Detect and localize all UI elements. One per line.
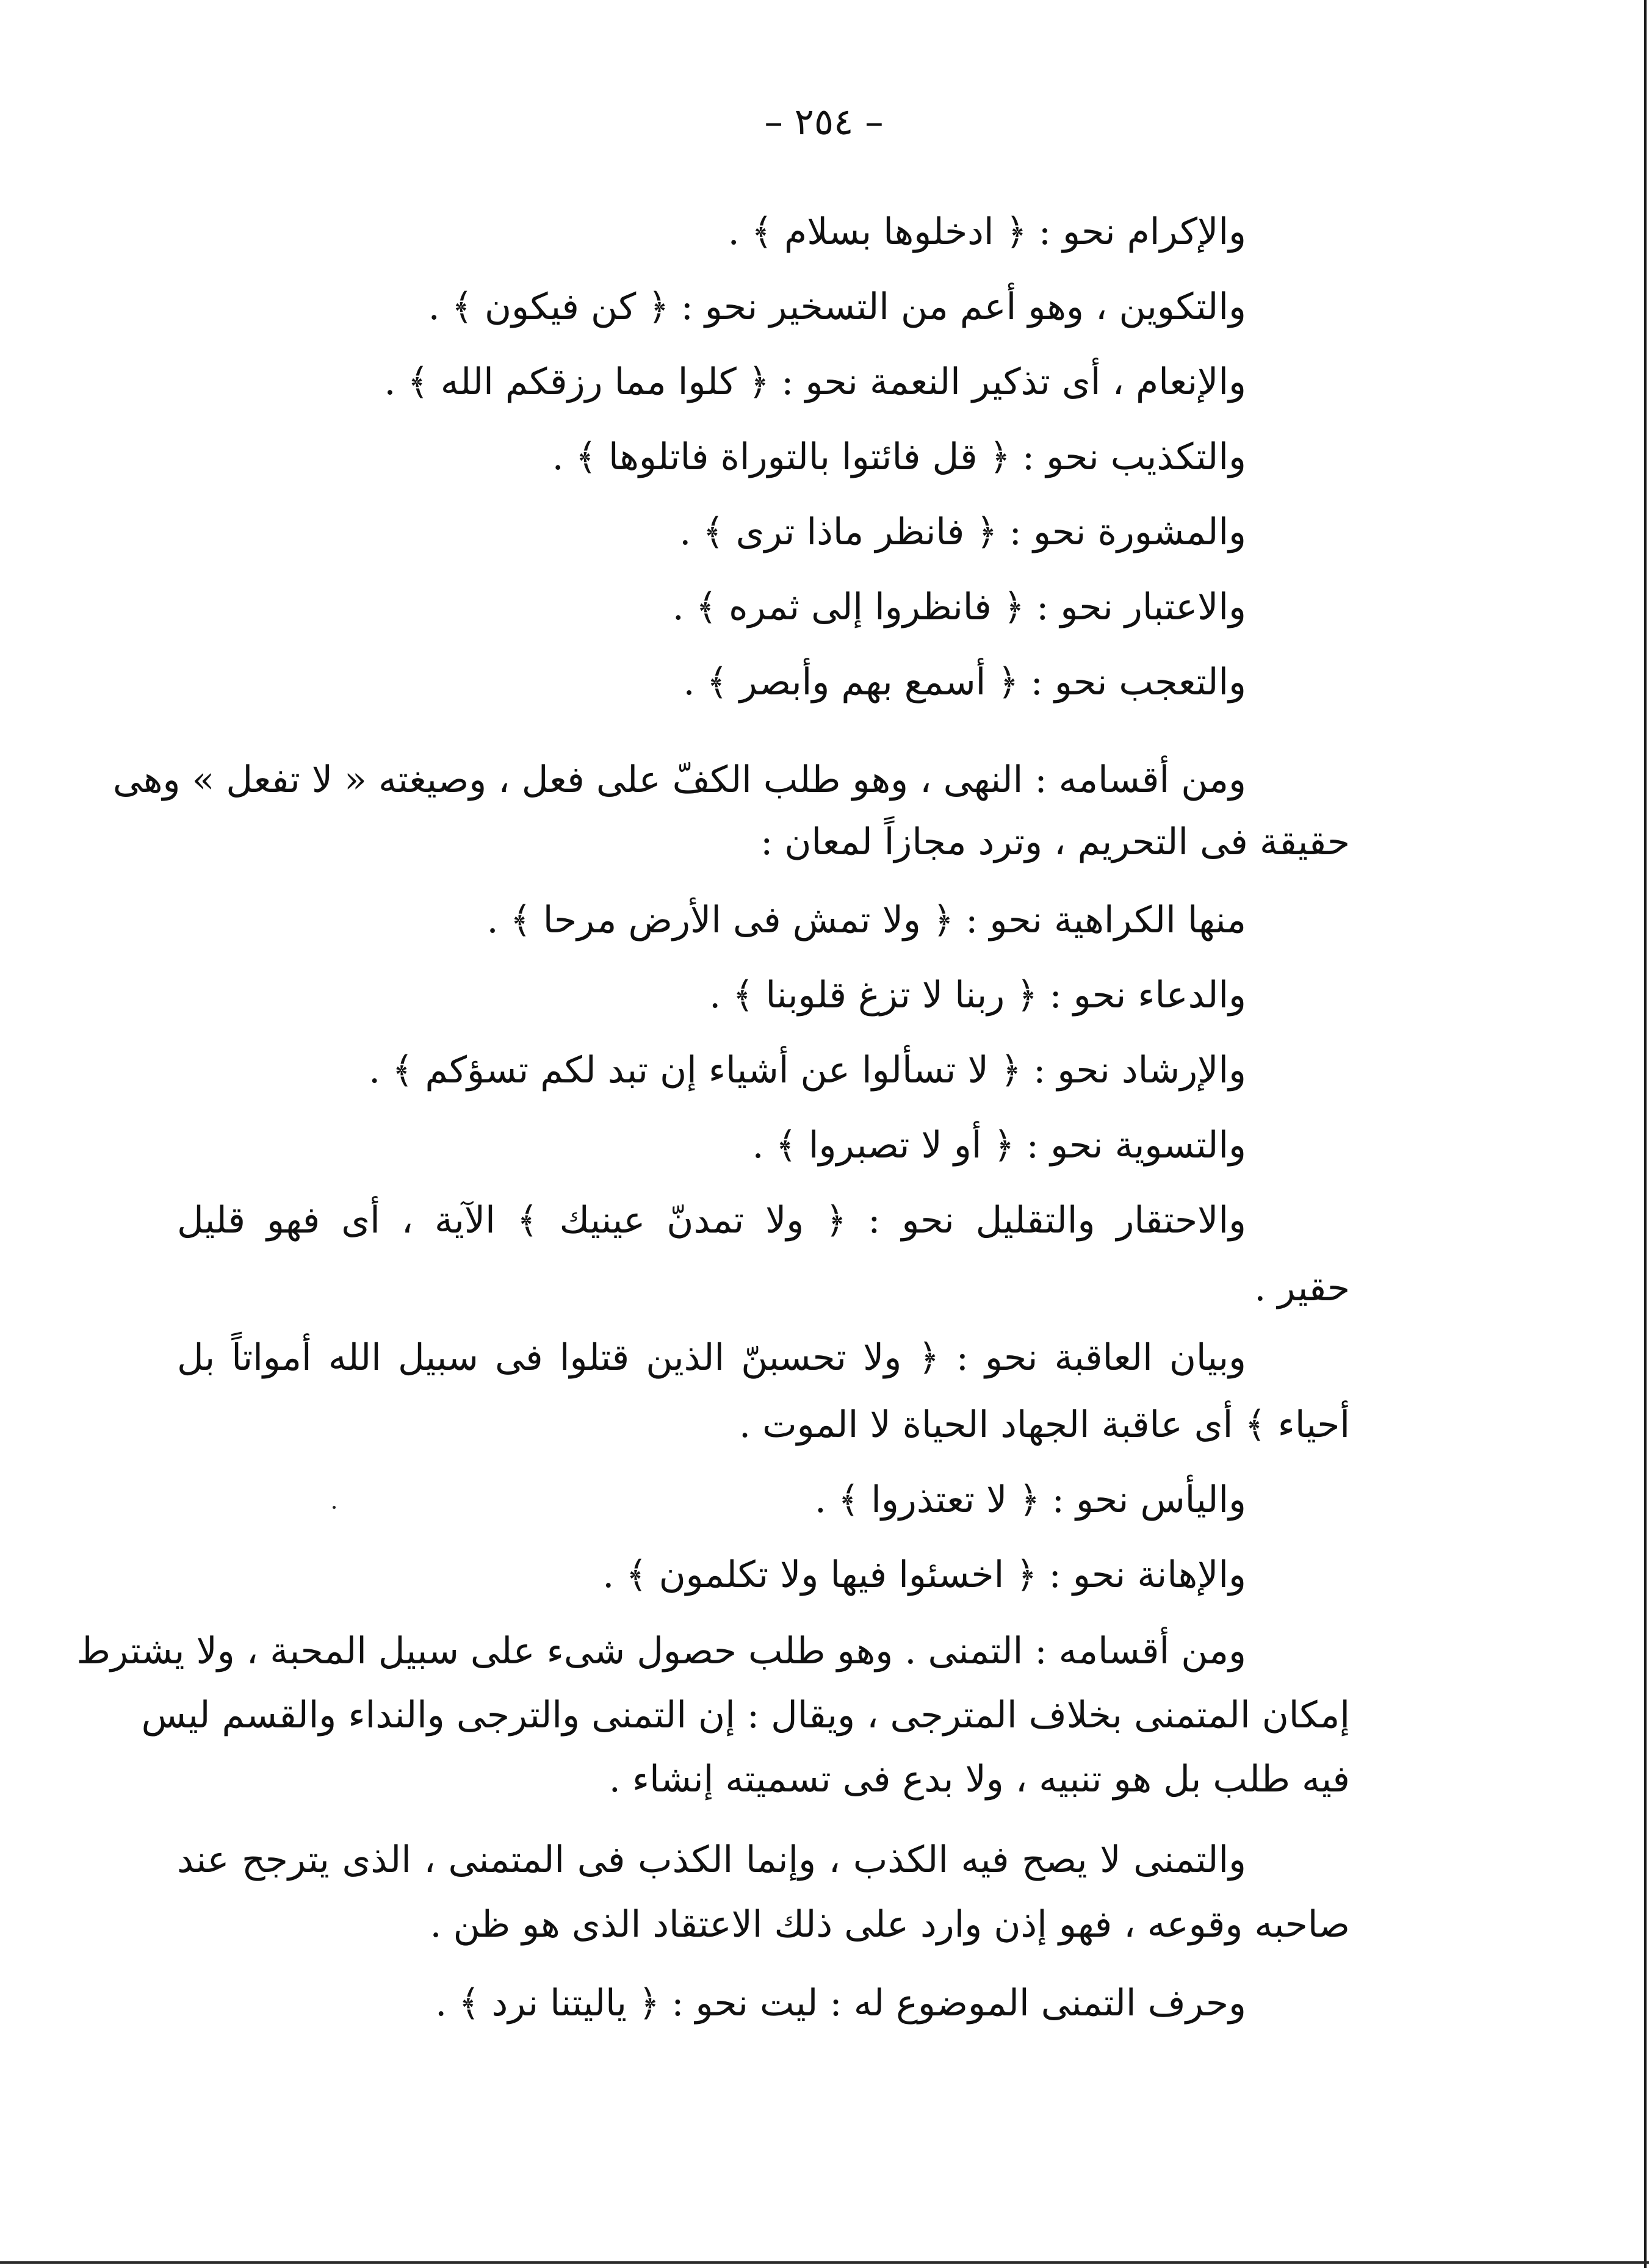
stray-mark: [333, 1506, 336, 1509]
paragraph-first-line: ومن أقسامه : التمنى . وهو طلب حصول شىء على سبيل المحبة ، ولا يشترط: [76, 1630, 1246, 1672]
text-line: واليأس نحو : ﴿ لا تعتذروا ﴾ .: [814, 1478, 1246, 1521]
page-edge-right: [1644, 0, 1647, 2268]
paragraph-last-line: حقيقة فى التحريم ، وترد مجازاً لمعان :: [760, 821, 1350, 863]
paragraph-first-line: والتمنى لا يصح فيه الكذب ، وإنما الكذب فى المتمنى ، الذى يترجح عند: [177, 1838, 1246, 1881]
text-line: والتسوية نحو : ﴿ أو لا تصبروا ﴾ .: [752, 1124, 1246, 1167]
paragraph-last-line: فيه طلب بل هو تنبيه ، ولا بدع فى تسميته إنشاء .: [608, 1758, 1350, 1801]
text-line: وحرف التمنى الموضوع له : ليت نحو : ﴿ ياليتنا نرد ﴾ .: [435, 1982, 1246, 2025]
text-line: والإهانة نحو : ﴿ اخسئوا فيها ولا تكلمون ﴾ .: [602, 1553, 1246, 1596]
paragraph-last-line: حقير .: [1254, 1267, 1350, 1309]
text-line: والتعجب نحو : ﴿ أسمع بهم وأبصر ﴾ .: [683, 661, 1246, 704]
text-line: والتكوين ، وهو أعم من التسخير نحو : ﴿ كن فيكون ﴾ .: [428, 286, 1246, 328]
paragraph-last-line: أحياء ﴾ أى عاقبة الجهاد الحياة لا الموت .: [738, 1403, 1350, 1446]
text-line: والمشورة نحو : ﴿ فانظر ماذا ترى ﴾ .: [679, 511, 1246, 553]
page-edge-bottom: [0, 2261, 1649, 2264]
page-number: – ٢٥٤ –: [764, 101, 884, 143]
text-line: والإكرام نحو : ﴿ ادخلوها بسلام ﴾ .: [727, 211, 1246, 253]
paragraph-last-line: صاحبه وقوعه ، فهو إذن وارد على ذلك الاعتقاد الذى هو ظن .: [430, 1903, 1350, 1946]
paragraph-first-line: والاحتقار والتقليل نحو : ﴿ ولا تمدنّ عينيك ﴾ الآية ، أى فهو قليل: [177, 1199, 1246, 1242]
text-line: والدعاء نحو : ﴿ ربنا لا تزغ قلوبنا ﴾ .: [709, 974, 1246, 1017]
paragraph-first-line: وبيان العاقبة نحو : ﴿ ولا تحسبنّ الذين قتلوا فى سبيل الله أمواتاً بل: [177, 1336, 1246, 1379]
text-line: والإرشاد نحو : ﴿ لا تسألوا عن أشياء إن تبد لكم تسؤكم ﴾ .: [369, 1049, 1246, 1092]
text-line: منها الكراهية نحو : ﴿ ولا تمش فى الأرض مرحا ﴾ .: [486, 899, 1246, 941]
paragraph-line: إمكان المتمنى بخلاف المترجى ، ويقال : إن التمنى والترجى والنداء والقسم ليس: [141, 1694, 1350, 1737]
text-line: والاعتبار نحو : ﴿ فانظروا إلى ثمره ﴾ .: [672, 586, 1246, 628]
text-line: والتكذيب نحو : ﴿ قل فائتوا بالتوراة فاتلوها ﴾ .: [552, 436, 1246, 478]
paragraph-first-line: ومن أقسامه : النهى ، وهو طلب الكفّ على فعل ، وصيغته « لا تفعل » وهى: [112, 758, 1246, 801]
text-line: والإنعام ، أى تذكير النعمة نحو : ﴿ كلوا مما رزقكم الله ﴾ .: [384, 361, 1246, 403]
